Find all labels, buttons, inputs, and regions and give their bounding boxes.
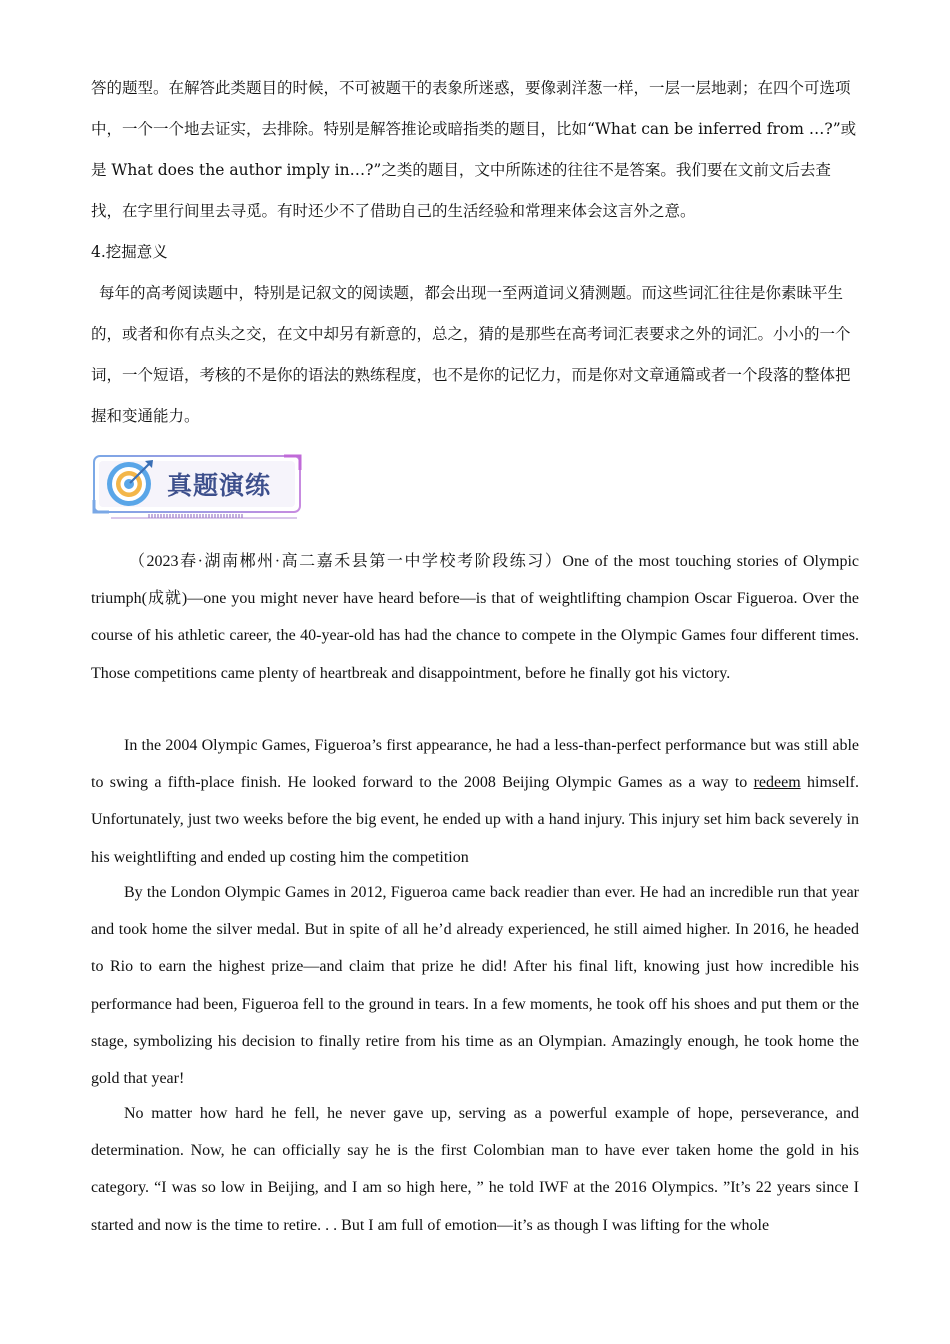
practice-banner: [91, 452, 307, 520]
passage-paragraph-1: （2023春·湖南郴州·高二嘉禾县第一中学校考阶段练习）One of the most touching stories of Olympic triumph(成就)—one you might never have heard before—is that of weightlifting champion Oscar Figueroa. Over the course of his athletic career, the 40-year-old has had the chance to compete in the Olympic Games four different times. Those competitions came plenty of heartbreak and disappointment, before he finally got his victory.: [91, 553, 859, 682]
passage-paragraph-2: [91, 727, 859, 876]
intro-paragraph: 答的题型。在解答此类题目的时候，不可被题干的表象所迷惑，要像剥洋葱一样，一层一层地剥；在四个可选项中，一个一个地去证实，去排除。特别是解答推论或暗指类的题目，比如“What can be inferred from …?”或是 What does the author imply in…?”之类的题目，文中所陈述的往往不是答案。我们要在文前文后去查找，在字里行间里去寻觅。有时还少不了借助自己的生活经验和常理来体会这言外之意。: [91, 79, 857, 220]
underlined-word: redeem: [753, 774, 801, 792]
passage-paragraph-3: By the London Olympic Games in 2012, Figueroa came back readier than ever. He had an incredible run that year and took home the silver medal. But in spite of all he’d already experienced, he still aimed higher. In 2016, he headed to Rio to earn the highest prize—and claim that prize he did! After his final lift, knowing just how incredible his performance had been, Figueroa fell to the ground in tears. In a few moments, he took off his shoes and put them or the stage, symbolizing his decision to finally retire from his time as an Olympian. Amazingly enough, he took home the gold that year!: [91, 884, 859, 1088]
section-paragraph: 每年的高考阅读题中，特别是记叙文的阅读题，都会出现一至两道词义猜测题。而这些词汇往往是你素昧平生的，或者和你有点头之交，在文中却另有新意的，总之，猜的是那些在高考词汇表要求之外的词汇。小小的一个词，一个短语，考核的不是你的语法的熟练程度，也不是你的记忆力，而是你对文章通篇或者一个段落的整体把握和变通能力。: [91, 284, 851, 425]
passage-paragraph-2-end: himself. Unfortunately, just two weeks before the big event, he ended up with a hand injury. This injury set him back severely in his weightlifting and ended up costing him the competition: [91, 774, 859, 866]
banner-label: 真题演练: [167, 471, 272, 500]
passage-paragraph-2-start: In the 2004 Olympic Games, Figueroa’s first appearance, he had a less-than-perfect performance but was still able to swing a fifth-place finish. He looked forward to the 2008 Beijing Olympic Games as a way to: [91, 737, 859, 792]
section-heading: 4.挖掘意义: [91, 243, 168, 261]
passage-paragraph-4: No matter how hard he fell, he never gave up, serving as a powerful example of hope, perseverance, and determination. Now, he can officially say he is the first Colombian man to have ever taken home the gold in his category. “I was so low in Beijing, and I am so high here, ” he told IWF at the 2016 Olympics. ”It’s 22 years since I started and now is the time to retire. . . But I am full of emotion—it’s as though I was lifting for the whole: [91, 1105, 859, 1234]
